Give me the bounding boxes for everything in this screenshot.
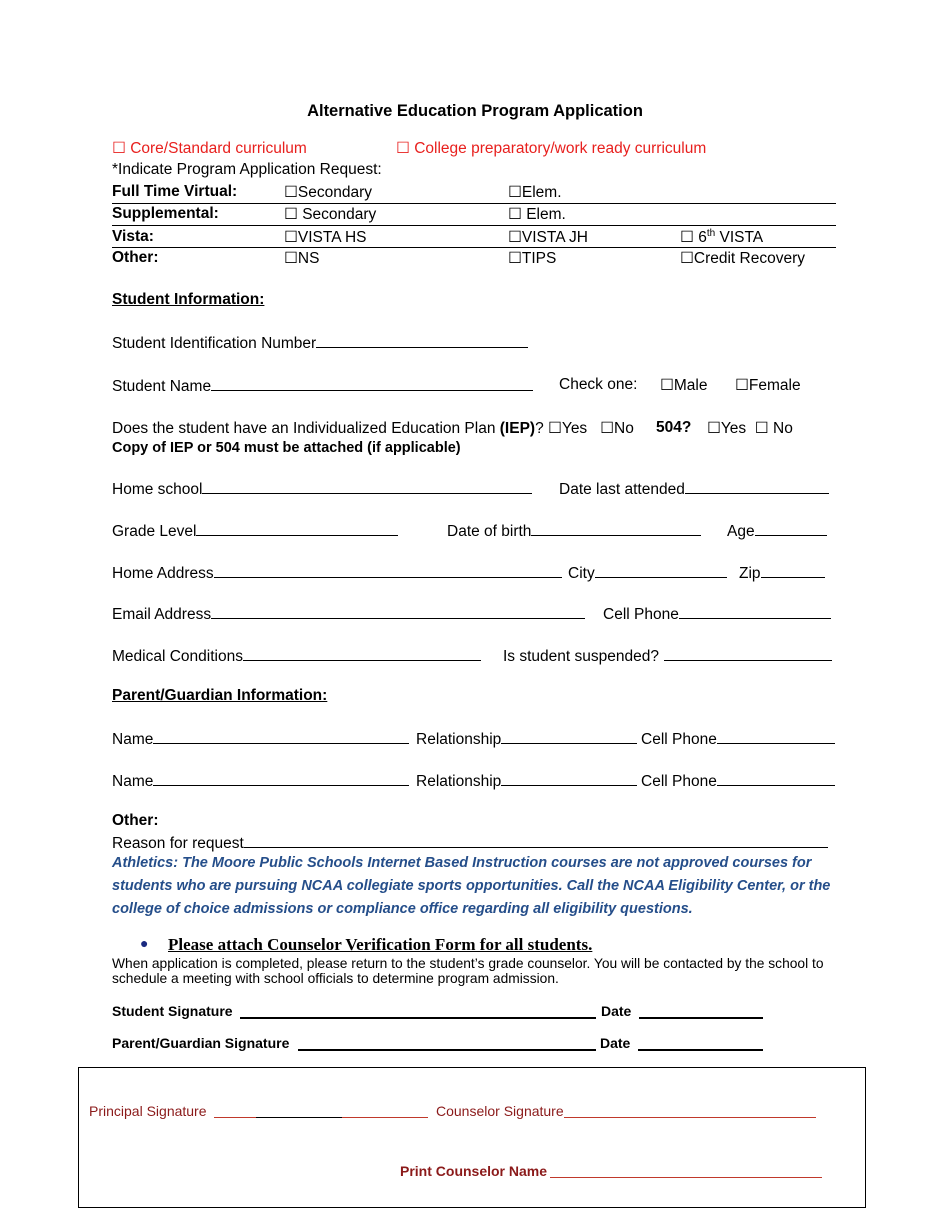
other-heading: Other:	[112, 812, 159, 829]
city-label: City	[568, 565, 595, 582]
home-address-field[interactable]	[112, 563, 562, 583]
student-signature-label: Student Signature	[112, 1003, 233, 1019]
female-checkbox[interactable]: ☐Female	[735, 377, 801, 394]
other-tips-checkbox[interactable]: ☐TIPS	[508, 250, 557, 267]
parent-name-field[interactable]	[112, 771, 409, 791]
vista-jh-checkbox[interactable]: ☐VISTA JH	[508, 229, 588, 246]
vista-6th-sup: th	[706, 228, 716, 239]
other-credit-recovery-checkbox[interactable]: ☐Credit Recovery	[680, 250, 806, 267]
home-address-label: Home Address	[112, 565, 214, 582]
suspended-line[interactable]	[664, 646, 832, 661]
athletics-notice: Athletics: The Moore Public Schools Internet Based Instruction courses are not approved courses for students who are pursuing NCAA collegiate sports opportunities. Call the NCAA Eligibility Center, or the college of choice admissions or compliance office regarding all eligibility questions.	[112, 855, 831, 917]
instructions-text: When application is completed, please return to the student’s grade counselor. You will be contacted by the school to schedule a meeting with school officials to determine program admission.	[112, 956, 824, 986]
email-label: Email Address	[112, 606, 212, 623]
grade-level-label: Grade Level	[112, 523, 197, 540]
date-line[interactable]	[639, 1003, 763, 1019]
principal-signature-label: Principal Signature	[89, 1103, 207, 1119]
iep-question-text: Does the student have an Individualized Education Plan	[112, 420, 500, 437]
full-time-secondary-checkbox[interactable]: ☐Secondary	[284, 184, 372, 201]
suspended-label: Is student suspended?	[503, 648, 659, 665]
office-use-box	[78, 1067, 866, 1208]
copy-note: Copy of IEP or 504 must be attached (if applicable)	[112, 440, 461, 456]
bullet-icon: ●	[140, 935, 149, 951]
iep-abbr: (IEP)	[499, 420, 536, 437]
principal-signature-line[interactable]	[214, 1103, 428, 1123]
other-ns-checkbox[interactable]: ☐NS	[284, 250, 320, 267]
age-line[interactable]	[755, 521, 827, 536]
parent-cell-label: Cell Phone	[641, 773, 717, 790]
student-id-label: Student Identification Number	[112, 335, 317, 352]
counselor-signature-label: Counselor Signature	[436, 1103, 564, 1119]
date-label: Date	[600, 1035, 631, 1051]
email-line[interactable]	[211, 604, 585, 619]
student-date-line[interactable]	[639, 1003, 763, 1024]
home-school-label: Home school	[112, 481, 203, 498]
relationship-label: Relationship	[416, 773, 502, 790]
plan-504-label: 504?	[656, 419, 692, 436]
signature-line-segment[interactable]	[256, 1103, 342, 1118]
iep-options[interactable]: ? ☐Yes ☐No	[535, 420, 634, 437]
iep-question	[112, 419, 634, 438]
parent-signature-line[interactable]	[298, 1035, 596, 1056]
indicate-label: *Indicate Program Application Request:	[112, 161, 382, 178]
program-row-label: Supplemental:	[112, 205, 219, 222]
student-id-line[interactable]	[316, 333, 528, 348]
grade-level-line[interactable]	[196, 521, 398, 536]
age-field[interactable]	[727, 521, 827, 541]
row-divider	[112, 203, 836, 204]
medical-field[interactable]	[112, 646, 481, 666]
city-line[interactable]	[595, 563, 727, 578]
home-school-field[interactable]	[112, 479, 532, 499]
student-name-field[interactable]	[112, 376, 533, 396]
city-field[interactable]	[568, 563, 727, 583]
counselor-form-notice: Please attach Counselor Verification Form for all students.	[168, 935, 593, 954]
row-divider	[112, 225, 836, 226]
student-name-line[interactable]	[211, 376, 533, 391]
date-last-line[interactable]	[685, 479, 829, 494]
relationship-field[interactable]	[416, 729, 637, 749]
signature-line[interactable]	[564, 1103, 816, 1118]
signature-line[interactable]	[240, 1003, 596, 1019]
parent-cell-field[interactable]	[641, 771, 835, 791]
parent-signature-label: Parent/Guardian Signature	[112, 1035, 290, 1051]
date-line[interactable]	[638, 1035, 763, 1051]
parent-name-line[interactable]	[153, 771, 409, 786]
core-curriculum-checkbox[interactable]: ☐ Core/Standard curriculum	[112, 140, 307, 157]
name-line[interactable]	[550, 1163, 822, 1178]
print-counselor-name-label: Print Counselor Name	[400, 1163, 548, 1179]
male-checkbox[interactable]: ☐Male	[660, 377, 708, 394]
parent-name-line[interactable]	[153, 729, 409, 744]
reason-label: Reason for request	[112, 835, 244, 852]
student-id-field[interactable]	[112, 333, 528, 353]
medical-label: Medical Conditions	[112, 648, 243, 665]
reason-line[interactable]	[244, 833, 828, 848]
signature-line-segment[interactable]	[214, 1103, 256, 1118]
vista-6th-suffix: VISTA	[715, 229, 764, 247]
home-school-line[interactable]	[202, 479, 532, 494]
zip-label: Zip	[739, 565, 761, 582]
signature-line[interactable]	[298, 1035, 596, 1051]
supplemental-secondary-checkbox[interactable]: ☐ Secondary	[284, 206, 377, 223]
parent-info-heading: Parent/Guardian Information:	[112, 687, 328, 704]
student-cell-label: Cell Phone	[603, 606, 679, 623]
vista-6th-checkbox[interactable]	[680, 228, 763, 247]
date-last-field[interactable]	[559, 479, 829, 499]
relationship-field[interactable]	[416, 771, 637, 791]
check-one-label: Check one:	[559, 376, 638, 393]
student-name-label: Student Name	[112, 378, 212, 395]
dob-label: Date of birth	[447, 523, 532, 540]
date-label: Date	[601, 1003, 632, 1019]
vista-6th-text: ☐ 6	[680, 229, 707, 247]
program-row-label: Other:	[112, 249, 159, 266]
student-cell-field[interactable]	[603, 604, 831, 624]
print-counselor-name-line[interactable]	[550, 1163, 822, 1183]
parent-name-label: Name	[112, 731, 154, 748]
parent-name-field[interactable]	[112, 729, 409, 749]
relationship-line[interactable]	[501, 771, 637, 786]
date-last-label: Date last attended	[559, 481, 685, 498]
parent-cell-label: Cell Phone	[641, 731, 717, 748]
row-divider	[112, 247, 836, 248]
parent-date-line[interactable]	[638, 1035, 763, 1056]
student-signature-line[interactable]	[240, 1003, 596, 1024]
college-curriculum-checkbox[interactable]: ☐ College preparatory/work ready curriculum	[396, 140, 707, 157]
email-field[interactable]	[112, 604, 585, 624]
signature-line-segment[interactable]	[342, 1103, 428, 1118]
dob-line[interactable]	[531, 521, 701, 536]
home-address-line[interactable]	[214, 563, 562, 578]
zip-field[interactable]	[739, 563, 825, 583]
suspended-field[interactable]	[503, 646, 832, 666]
program-row-label: Vista:	[112, 228, 154, 245]
student-info-heading: Student Information:	[112, 291, 265, 308]
parent-cell-line[interactable]	[717, 771, 835, 786]
age-label: Age	[727, 523, 755, 540]
supplemental-elem-checkbox[interactable]: ☐ Elem.	[508, 206, 566, 223]
parent-cell-field[interactable]	[641, 729, 835, 749]
zip-line[interactable]	[761, 563, 825, 578]
page-title: Alternative Education Program Application	[307, 102, 643, 120]
dob-field[interactable]	[447, 521, 701, 541]
relationship-label: Relationship	[416, 731, 502, 748]
parent-cell-line[interactable]	[717, 729, 835, 744]
student-cell-line[interactable]	[679, 604, 831, 619]
relationship-line[interactable]	[501, 729, 637, 744]
parent-name-label: Name	[112, 773, 154, 790]
counselor-signature-line[interactable]	[564, 1103, 816, 1123]
medical-line[interactable]	[243, 646, 481, 661]
reason-field[interactable]	[112, 833, 828, 853]
grade-level-field[interactable]	[112, 521, 398, 541]
vista-hs-checkbox[interactable]: ☐VISTA HS	[284, 229, 367, 246]
plan-504-options[interactable]: ☐Yes ☐ No	[707, 420, 793, 437]
program-row-label: Full Time Virtual:	[112, 183, 238, 200]
full-time-elem-checkbox[interactable]: ☐Elem.	[508, 184, 562, 201]
